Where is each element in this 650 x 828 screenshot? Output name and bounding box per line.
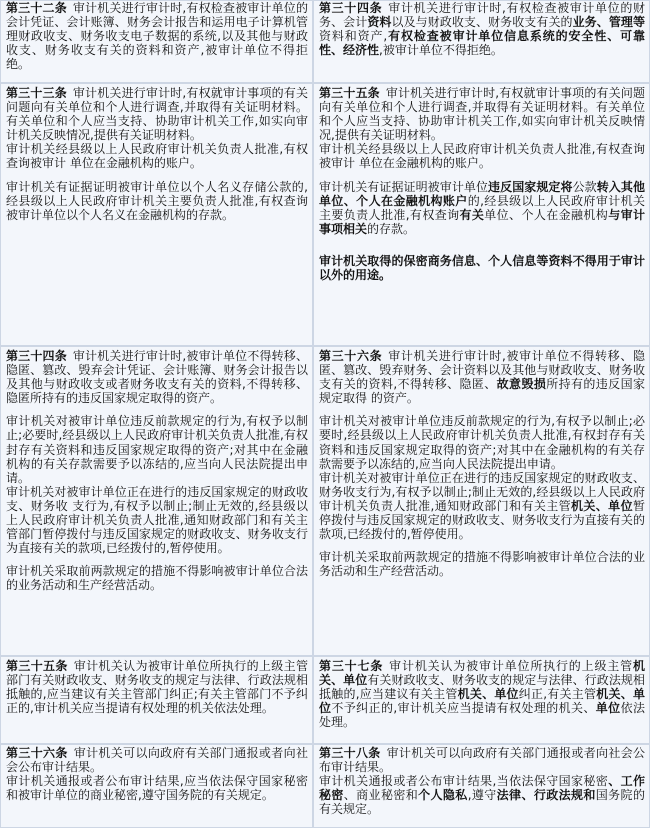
right-article-36-para-1: 第三十六条 审计机关进行审计时,被审计单位不得转移、隐匿、篡改、毁弃财务、会计资料以及其他与财政收支、财务收支有关的资料,不得转移、隐匿、故意毁损所持有的违反国家规定取得 的资产。: [319, 349, 645, 406]
right-article-36-para-4: 审计机关采取前两款规定的措施不得影响被审计单位合法的业务活动和生产经营活动。: [319, 550, 645, 579]
article-number: 第三十五条: [6, 659, 68, 673]
right-article-37-cell: [314, 657, 649, 743]
article-number: 第三十六条: [319, 349, 383, 363]
right-article-35-para-1: 第三十五条 审计机关进行审计时,有权就审计事项的有关问题向有关单位和个人进行调查,并取得有关证明材料。有关单位和个人应当支持、协助审计机关工作,如实向审计机关反映情况,提供有关证明材料。: [319, 86, 645, 143]
right-article-38-para-2: 审计机关通报或者公布审计结果,当依法保守国家秘密、工作秘密、商业秘密和个人隐私,遵守法律、行政法规和国务院的有关规定。: [319, 774, 645, 817]
left-article-32-cell: [1, 1, 312, 82]
article-number: 第三十四条: [319, 1, 383, 15]
right-article-38-para-1: 第三十八条 审计机关可以向政府有关部门通报或者向社会公布审计结果。: [319, 746, 645, 775]
article-number: 第三十八条: [319, 746, 381, 760]
left-article-32-text: 第三十二条 审计机关进行审计时,有权检查被审计单位的会计凭证、会计账簿、财务会计报告和运用电子计算机管理财政收支、财务收支电子数据的系统,以及其他与财政收支、财务收支有关的资料和资产,被审计单位不得拒绝。: [6, 1, 308, 72]
left-article-34-para-2: 审计机关对被审计单位违反前款规定的行为,有权予以制止;必要时,经县级以上人民政府审计机关负责人批准,有权封存有关资料和违反国家规定取得的资产;对其中在金融机构的有关存款需要予以冻结的,应当向人民法院提出申请。: [6, 414, 308, 485]
left-article-34-para-4: 审计机关采取前两款规定的措施不得影响被审计单位合法的业务活动和生产经营活动。: [6, 564, 308, 593]
article-number: 第三十六条: [6, 746, 68, 760]
right-article-35-para-4: 审计机关取得的保密商务信息、个人信息等资料不得用于审计以外的用途。: [319, 253, 645, 283]
left-article-35-cell: [1, 657, 312, 743]
article-number: 第三十三条: [6, 86, 67, 100]
right-article-36-para-2: 审计机关对被审计单位违反前款规定的行为,有权予以制止;必要时,经县级以上人民政府审计机关负责人批准,有权封存有关资料和违反国家规定取得的资产;对其中在金融机构的有关存款需要予以冻结的,应当向人民法院提出申请。: [319, 414, 645, 471]
left-article-35-text: 第三十五条 审计机关认为被审计单位所执行的上级主管部门有关财政收支、财务收支的规定与法律、行政法规相抵触的,应当建议有关主管部门纠正;有关主管部门不予纠正的,审计机关应当提请有权处理的机关依法处理。: [6, 659, 308, 716]
left-article-36-para-1: 第三十六条 审计机关可以向政府有关部门通报或者向社会公布审计结果。: [6, 746, 308, 775]
right-article-34-text: 第三十四条 审计机关进行审计时,有权检查被审计单位的财务、会计资料以及与财政收支、财务收支有关的业务、管理等资料和资产,有权检查被审计单位信息系统的安全性、可靠性、经济性,被审计单位不得拒绝。: [319, 1, 645, 58]
right-article-35-para-3: 审计机关有证据证明被审计单位违反国家规定将公款转入其他单位、个人在金融机构账户的,经县级以上人民政府审计机关主要负责人批准,有权查询有关单位、个人在金融机构与审计事项相关的存款。: [319, 179, 645, 236]
left-article-36-para-2: 审计机关通报或者公布审计结果,应当依法保守国家秘密和被审计单位的商业秘密,遵守国务院的有关规定。: [6, 774, 308, 803]
right-article-35-para-2: 审计机关经县级以上人民政府审计机关负责人批准,有权查询被审计 单位在金融机构的账户。: [319, 142, 645, 171]
left-article-33-para-2: 审计机关经县级以上人民政府审计机关负责人批准,有权查询被审计 单位在金融机构的账户。: [6, 142, 308, 171]
article-number: 第三十四条: [6, 349, 67, 363]
left-article-33-para-1: 第三十三条 审计机关进行审计时,有权就审计事项的有关问题向有关单位和个人进行调查,并取得有关证明材料。有关单位和个人应当支持、协助审计机关工作,如实向审计机关反映情况,提供有关证明材料。: [6, 86, 308, 143]
left-article-33-para-3: 审计机关有证据证明被审计单位以个人名义存储公款的,经县级以上人民政府审计机关主要负责人批准,有权查询被审计单位以个人名义在金融机构的存款。: [6, 179, 308, 222]
left-article-34-para-1: 第三十四条 审计机关进行审计时,被审计单位不得转移、隐匿、篡改、毁弃会计凭证、会计账簿、财务会计报告以及其他与财政收支或者财务收支有关的资料,不得转移、隐匿所持有的违反国家规定取得的资产。: [6, 349, 308, 406]
right-article-36-para-3: 审计机关对被审计单位正在进行的违反国家规定的财政收支、财务收支行为,有权予以制止;制止无效的,经县级以上人民政府审计机关负责人批准,通知财政部门和有关主管机关、单位暂停拨付与违反国家规定的财政收支、财务收支行为直接有关的款项,已经拨付的,暂停使用。: [319, 470, 645, 542]
right-article-38-cell: [314, 745, 649, 827]
left-article-34-cell: [1, 347, 312, 655]
article-number: 第三十七条: [319, 659, 384, 673]
article-number: 第三十五条: [319, 86, 380, 100]
left-article-36-cell: [1, 745, 312, 827]
right-article-37-text: 第三十七条 审计机关认为被审计单位所执行的上级主管机关、单位有关财政收支、财务收支的规定与法律、行政法规相抵触的,应当建议有关主管机关、单位纠正,有关主管机关、单位不予纠正的,审计机关应当提请有权处理的机关、单位依法处理。: [319, 659, 645, 730]
left-article-34-para-3: 审计机关对被审计单位正在进行的违反国家规定的财政收支、财务收 支行为,有权予以制止;制止无效的,经县级以上人民政府审计机关负责人批准,通知财政部门和有关主管部门暂停拨付与违反国家规定的财政收支、财务收支行为直接有关的款项,已经拨付的,暂停使用。: [6, 484, 308, 556]
left-article-33-cell: [1, 84, 312, 345]
right-article-35-cell: [314, 84, 649, 345]
right-article-36-cell: [314, 347, 649, 655]
article-number: 第三十二条: [6, 1, 67, 15]
right-article-34-cell: [314, 1, 649, 82]
